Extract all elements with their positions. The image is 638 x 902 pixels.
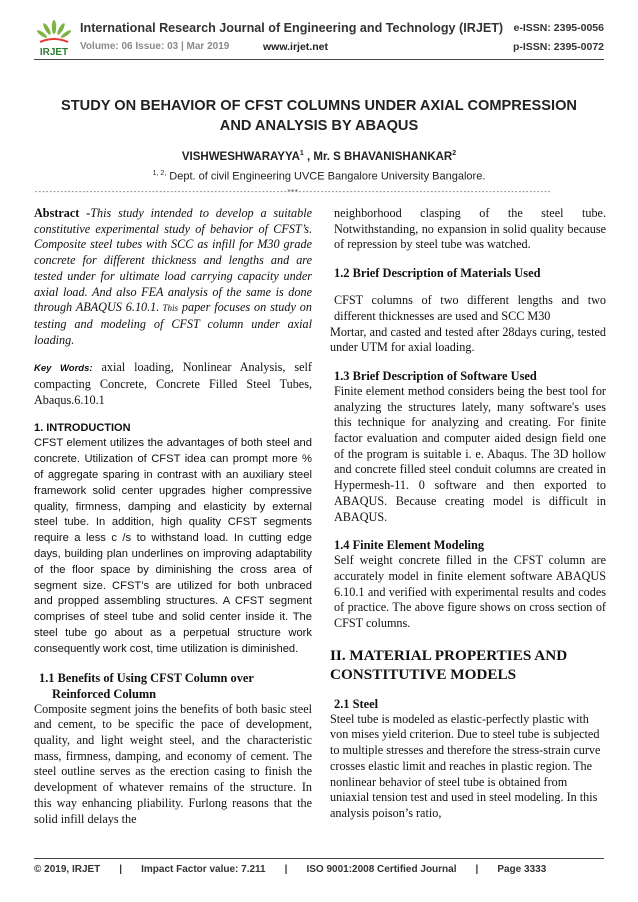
keywords-label: Key Words:: [34, 363, 93, 375]
section-2-heading-a: II. MATERIAL PROPERTIES AND: [330, 646, 568, 664]
abstract-label: Abstract -: [34, 206, 91, 220]
section-1-4-text: Self weight concrete filled in the CFST column are accurately model in finite element software ABAQUS 6.10.1 and verified with experimental results and codes of practice. The above figure shows on cross section of CFST columns.: [334, 553, 606, 631]
keywords-text: axial loading, Nonlinear Analysis, self compacting Concrete, Concrete Filled Steel Tubes, Abaqus.6.10.1: [34, 360, 312, 407]
section-1-3-heading: 1.3 Brief Description of Software Used: [334, 368, 537, 383]
section-1-2-heading: 1.2 Brief Description of Materials Used: [334, 266, 541, 281]
header-divider: [34, 59, 604, 60]
author-1: VISHWESHWARAYYA: [181, 150, 300, 163]
section-2-1-heading: 2.1 Steel: [334, 696, 379, 711]
page-footer: [34, 864, 546, 875]
irjet-logo-icon: [34, 18, 74, 58]
page-header: [0, 0, 638, 62]
footer-page: Page 3333: [497, 864, 547, 875]
section-1-heading: 1. INTRODUCTION: [34, 422, 131, 435]
title-line-1: STUDY ON BEHAVIOR OF CFST COLUMNS UNDER AXIAL COMPRESSION: [61, 98, 577, 114]
paper-title: [40, 96, 598, 136]
journal-name: International Research Journal of Engineering and Technology (IRJET): [80, 21, 504, 35]
section-1-1-heading-a: 1.1 Benefits of Using CFST Column over: [39, 670, 254, 685]
author-1-sup: 1: [299, 150, 304, 157]
author-2: Mr. S BHAVANISHANKAR: [313, 150, 453, 163]
continued-text: neighborhood clasping of the steel tube. Notwithstanding, no expansion in solid quality because of repression by steel tube was watched.: [334, 206, 606, 252]
footer-sep-2: |: [284, 864, 288, 875]
volume-issue: Volume: 06 Issue: 03 | Mar 2019: [80, 41, 230, 52]
right-column: [330, 206, 606, 822]
author-2-sup: 2: [452, 150, 457, 157]
section-1-2-text-b: Mortar, and casted and tested after 28days curing, tested under UTM for axial loading.: [330, 324, 606, 355]
p-issn: p-ISSN: 2395-0072: [512, 41, 604, 53]
author-line: [0, 150, 638, 163]
e-issn: e-ISSN: 2395-0056: [513, 22, 604, 34]
section-2-1-text: Steel tube is modeled as elastic-perfectly plastic with von mises yield criterion. Due to steel tube is subjected to multiple stresses and therefore the stress-strain curve crosses elastic limit and reaches in plastic region. The nonlinear behavior of steel tube is obtained from uniaxial tension test and used in steel modeling. In this analysis poison’s ratio,: [330, 711, 601, 820]
footer-impact-factor: Impact Factor value: 7.211: [141, 864, 266, 875]
abstract-small: This: [159, 303, 178, 314]
section-1-1-text: Composite segment joins the benefits of both basic steel and cement, to be specific the pace of development, quality, and light weight steel, and the characteristic mass, firmness, damping, and economy of cement. The steel outline serves as the erection casing to finish the development of whatever remains of the structure. In this way enhancing pliability. Furlong reasons that the solid infill delays the: [34, 701, 312, 826]
keywords: [34, 360, 312, 408]
author-separator: ,: [303, 150, 314, 163]
logo-text: IRJET: [39, 47, 69, 58]
left-column: [34, 206, 312, 827]
footer-copyright: © 2019, IRJET: [34, 864, 101, 875]
section-1-text: CFST element utilizes the advantages of both steel and concrete. Utilization of CFST idea can prompt more % of aggregate sparing in contrast with an auxiliary steel framework solid center upgrades higher compressive quality, firmness, damping and elasticity by external steel tube. In addition, high quality CFST segments require a less c /s to withstand load. In cutting edge days, building plan underlines on improving adaptability of the floor space by diminishing the cross area of segment size. CFST’s are utilized for both unbraced and propped assembling structures. A CFST segment comprises of steel tube and solid center inside it. The steel tube go about as a perpetual structure work consequently work cost, time utilization is diminished.: [34, 437, 312, 655]
footer-sep-1: |: [119, 864, 123, 875]
affiliation: [0, 170, 638, 183]
section-1-1-heading-b: Reinforced Column: [52, 686, 157, 701]
section-1-2-text-a: CFST columns of two different lengths and two different thicknesses are used and SCC M30: [334, 293, 606, 323]
abstract: [34, 206, 312, 348]
footer-sep-3: |: [475, 864, 479, 875]
footer-divider: [34, 858, 604, 859]
section-1-4-heading: 1.4 Finite Element Modeling: [334, 538, 485, 553]
abstract-text: This study intended to develop a suitable constitutive experimental study of behavior of CFST’s. Composite steel tubes with SCC as infill for M30 grade concrete for different thickness and lengths and are tested under for ultimate load carrying capacity under axial load. And also FEA analysis of the same is done through ABAQUS 6.10.1.: [34, 206, 312, 315]
section-2-heading-b: CONSTITUTIVE MODELS: [330, 665, 517, 683]
section-divider: ---------------------------------------------------------------------***---------------------------------------------------------------------: [34, 188, 551, 196]
affiliation-sup: 1, 2,: [152, 170, 167, 177]
affiliation-text: Dept. of civil Engineering UVCE Bangalore University Bangalore.: [166, 170, 486, 183]
journal-website-link[interactable]: www.irjet.net: [263, 41, 328, 53]
title-line-2: AND ANALYSIS BY ABAQUS: [219, 118, 419, 134]
abstract-text-2: paper focuses on study on testing and modeling of CFST column under axial loading.: [34, 300, 312, 347]
footer-iso: ISO 9001:2008 Certified Journal: [306, 864, 457, 875]
section-1-3-text: Finite element method considers being the best tool for analyzing the structures lately, many software's uses this technique for analyzing and creating. For finite factor evaluation and computer aided design field one of the program is suitable i. e. Abaqus. The 3D hollow and concrete filled steel conduit columns are created in Hypermesh-11. 0 software and then exported to ABAQUS. Because creating model is difficult in ABAQUS.: [334, 383, 606, 524]
